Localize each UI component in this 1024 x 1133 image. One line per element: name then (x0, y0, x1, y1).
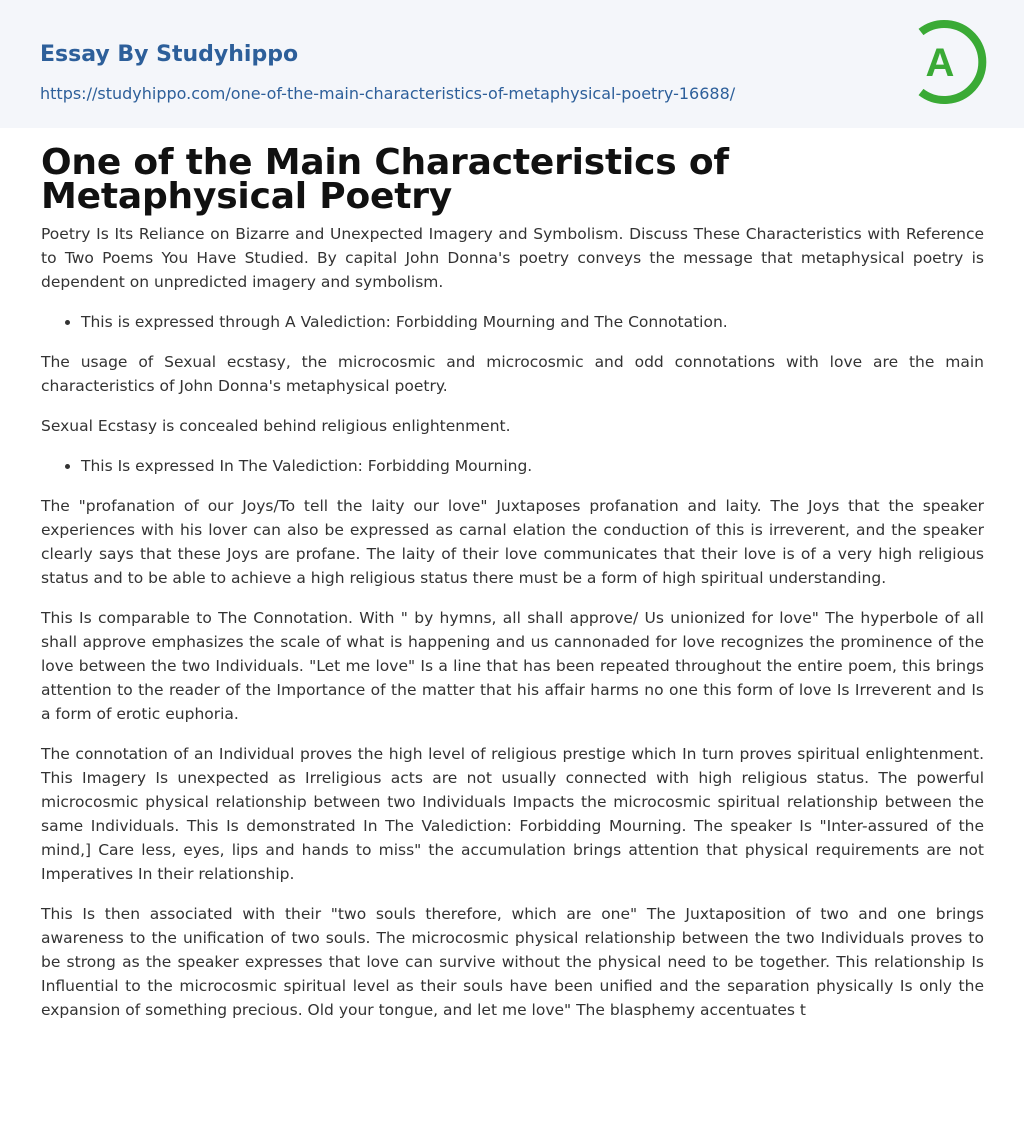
list-item: • This Is expressed In The Valediction: Forbidding Mourning. (81, 454, 984, 478)
logo-letter: A (925, 41, 955, 85)
paragraph-2: The usage of Sexual ecstasy, the microcosmic and microcosmic and odd connotations with love are the main characteristics of John Donna's metaphysical poetry. (41, 353, 984, 395)
paragraph-7: This Is then associated with their "two souls therefore, which are one" The Juxtaposition of two and one brings awareness to the unification of two souls. The microcosmic physical relationship between the two Individuals proves to be strong as the speaker expresses that love can survive without the physical need to be together. This relationship Is Influential to the microcosmic spiritual level as their souls have been unified and the separation physically Is only the expansion of something precious. Old your tongue, and let me love" The blasphemy accentuates t (41, 905, 984, 1019)
paragraph-5: This Is comparable to The Connotation. With " by hymns, all shall approve/ Us unionized for love" The hyperbole of all shall approve emphasizes the scale of what is happening and us cannonaded for love recognizes the prominence of the love between the two Individuals. "Let me love" Is a line that has been repeated throughout the entire poem, this brings attention to the reader of the Importance of the matter that his affair harms no one this form of love Is Irreverent and Is a form of erotic euphoria. (41, 609, 984, 723)
paragraph-6: The connotation of an Individual proves the high level of religious prestige which In turn proves spiritual enlightenment. This Imagery Is unexpected as Irreligious acts are not usually connected with high religious status. The powerful microcosmic physical relationship between two Individuals Impacts the microcosmic spiritual relationship between the same Individuals. This Is demonstrated In The Valediction: Forbidding Mourning. The speaker Is "Inter-assured of the mind,] Care less, eyes, lips and hands to miss" the accumulation brings attention that physical requirements are not Imperatives In their relationship. (41, 745, 984, 883)
article-content (0, 128, 1024, 1022)
brand-title[interactable]: Essay By Studyhippo (40, 42, 299, 67)
page-header (0, 0, 1024, 128)
list-item: • This is expressed through A Valediction: Forbidding Mourning and The Connotation. (81, 310, 984, 334)
studyhippo-logo[interactable] (913, 18, 987, 106)
paragraph-3: Sexual Ecstasy is concealed behind religious enlightenment. (41, 417, 511, 435)
paragraph-1: Poetry Is Its Reliance on Bizarre and Unexpected Imagery and Symbolism. Discuss These Characteristics with Reference to Two Poems You Have Studied. By capital John Donna's poetry conveys the message that metaphysical poetry is dependent on unpredicted imagery and symbolism. (41, 225, 984, 291)
bullet-list-1 (41, 310, 984, 334)
source-url-link[interactable]: https://studyhippo.com/one-of-the-main-characteristics-of-metaphysical-poetry-16688/ (40, 84, 736, 103)
page-title: One of the Main Characteristics of Metaphysical Poetry (41, 142, 729, 217)
bullet-list-2 (41, 454, 984, 478)
logo-icon (913, 18, 987, 106)
paragraph-4: The "profanation of our Joys/To tell the laity our love" Juxtaposes profanation and laity. The Joys that the speaker experiences with his lover can also be expressed as carnal elation the conduction of this is irreverent, and the speaker clearly says that these Joys are profane. The laity of their love communicates that their love is of a very high religious status and to be able to achieve a high religious status there must be a form of high spiritual understanding. (41, 497, 984, 587)
